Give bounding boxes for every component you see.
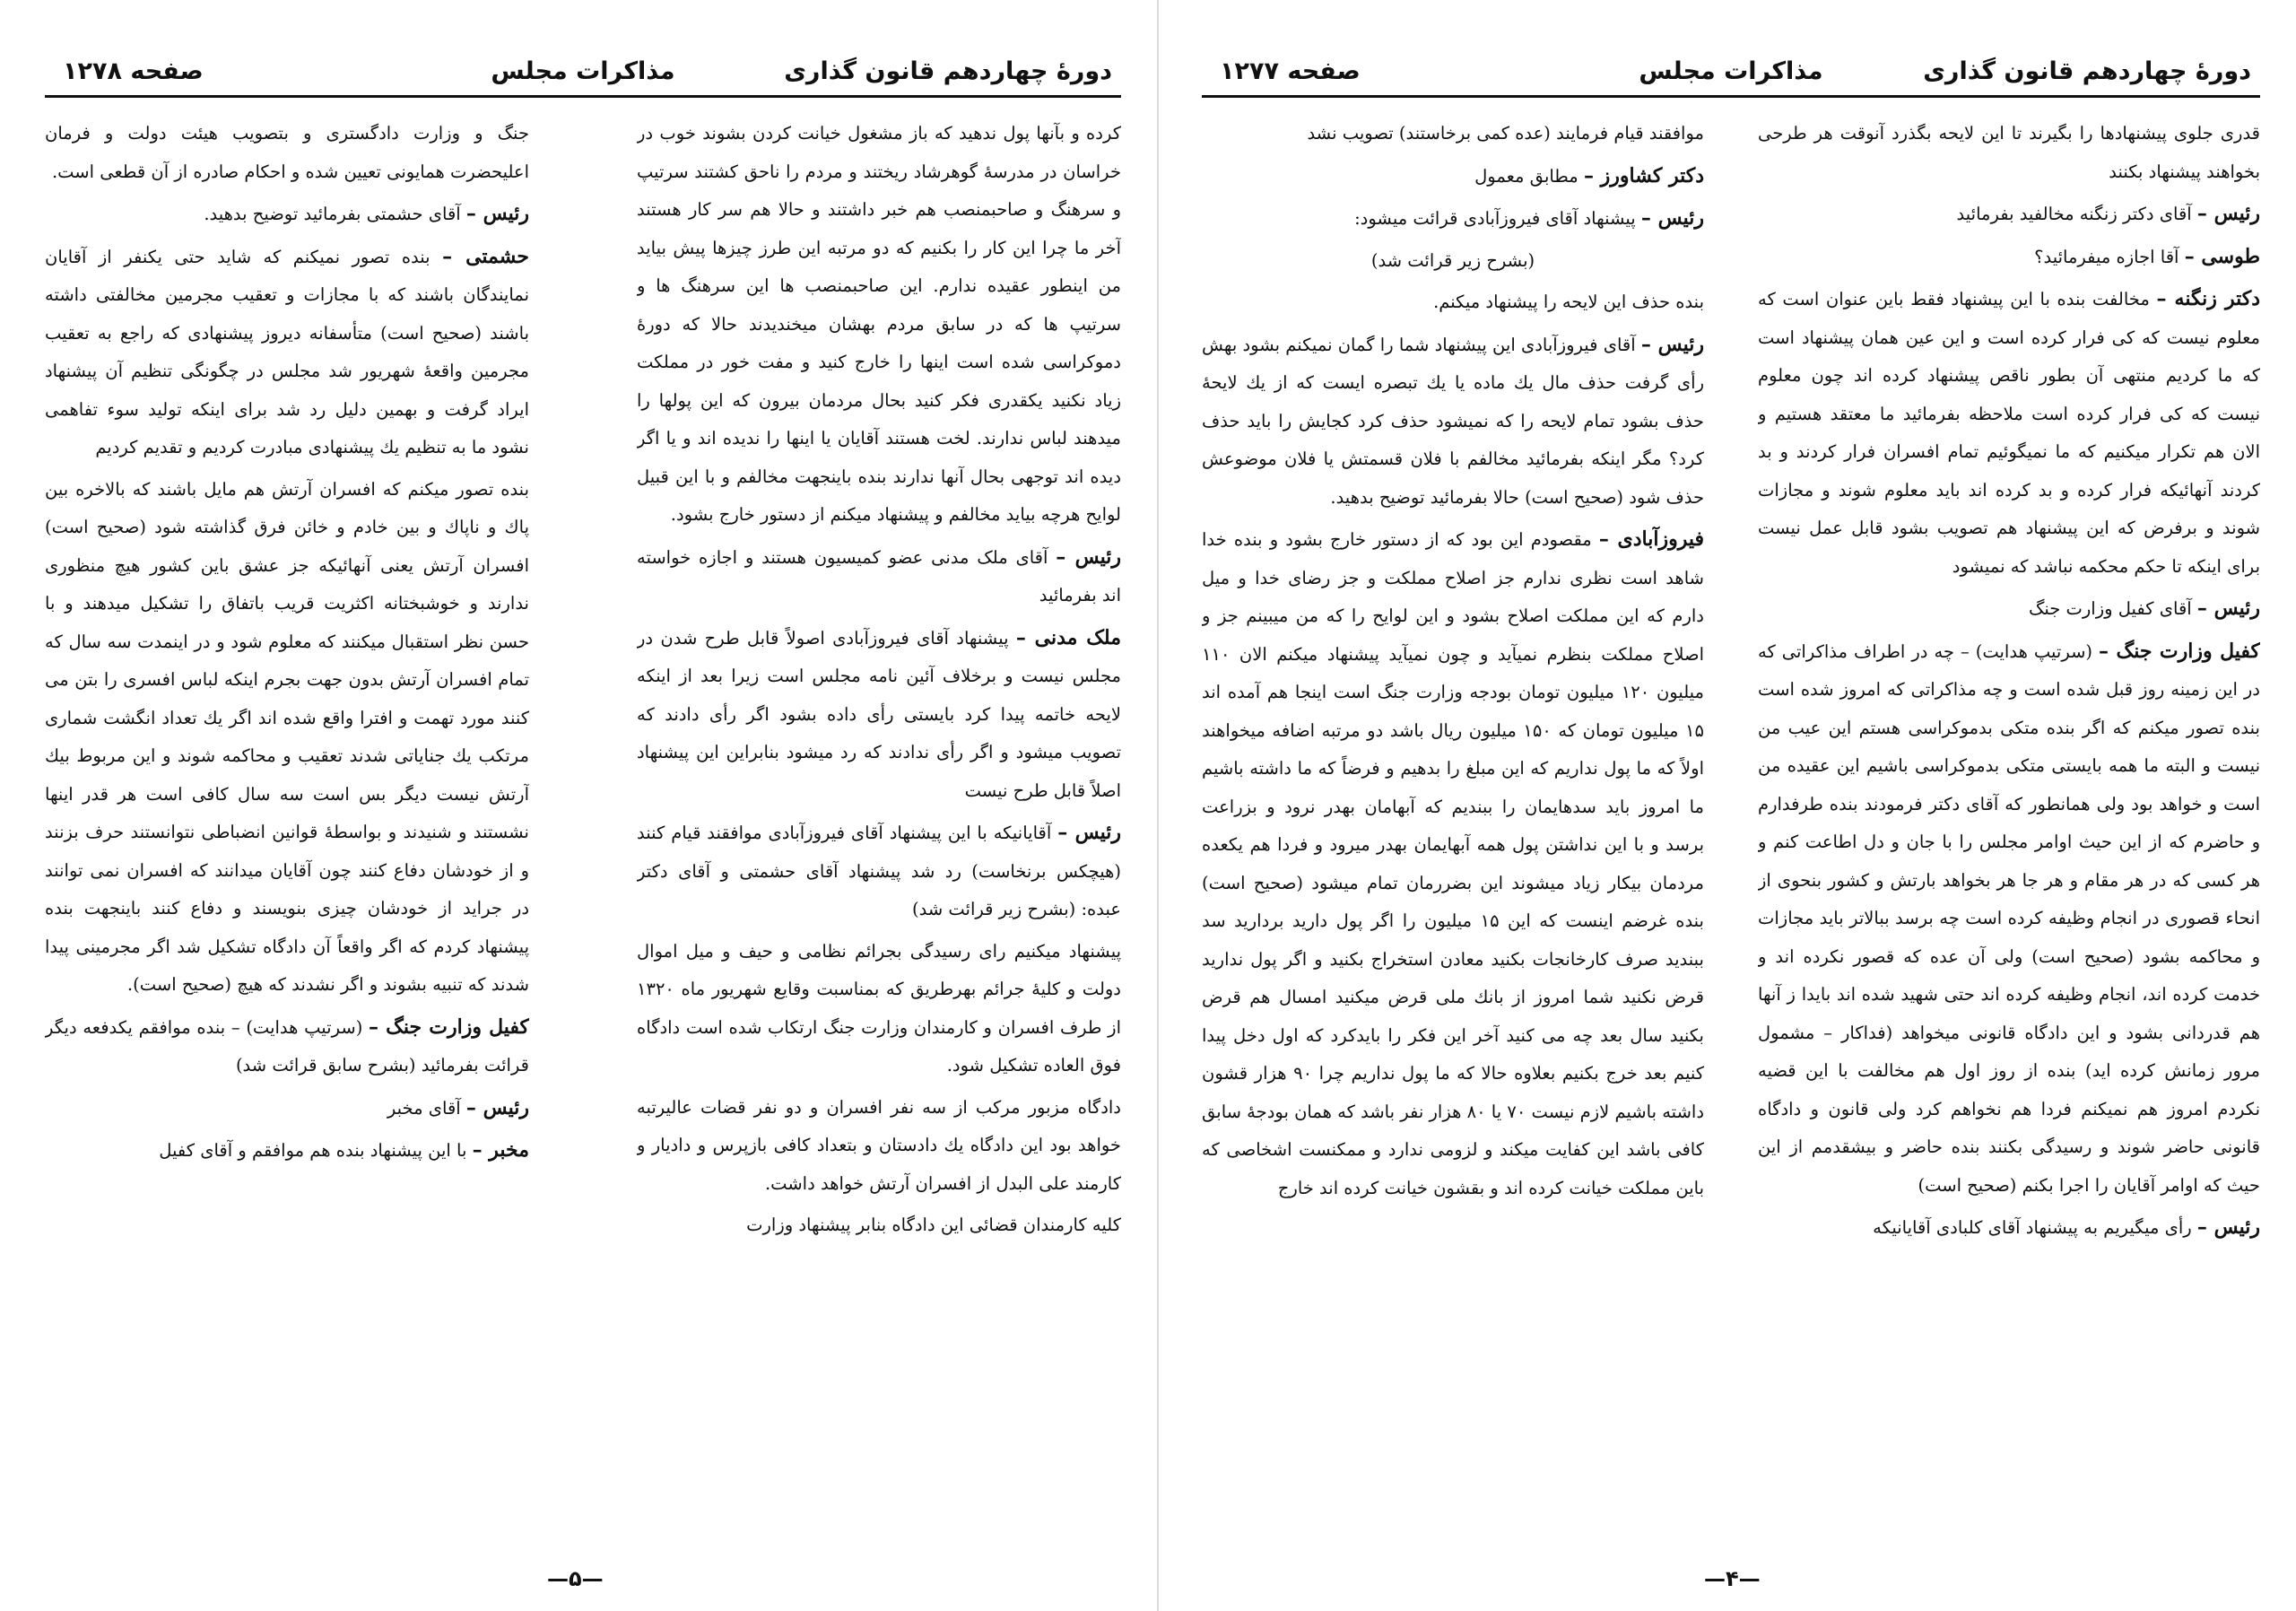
header-rule <box>1202 95 2260 98</box>
paragraph-text: مخالفت بنده با این پیشنهاد فقط باین عنوان است که معلوم نیست که کی فرار کرده است و این عین همان پیشنهاد است که ما کردیم منتهی آن بطور ناقص پیشنهاد کرده اند چون معلوم نیست که کی فرار کرده است ملاحظه بفرمائید ما معتقد هستیم و الان هم تکرار میکنیم که ما نمیگوئیم تمام افسران فرار کردند و بد کردند آنهائیکه فرار کرده و بد کرده اند باید معلوم شوند و مجازات شوند و برفرض که این پیشنهاد هم تصویب بشود قابل عمل نیست برای اینکه تا حکم محکمه نباشد که نمیشود <box>1758 289 2260 577</box>
speaker-name: دکتر کشاورز – <box>1583 163 1704 187</box>
paragraph <box>1202 283 1704 322</box>
page-1277 <box>1202 0 2260 1611</box>
paragraph-text: جنگ و وزارت دادگستری و بتصویب هیئت دولت و فرمان اعلیحضرت همایونی تعیین شده و احکام صادره از آن قطعی است. <box>45 123 529 182</box>
page-header <box>1202 54 2260 93</box>
speaker-name: رئیس – <box>1056 544 1121 569</box>
text-column-left <box>45 115 529 1514</box>
paragraph-text: (بشرح زیر قرائت شد) <box>1370 249 1535 271</box>
paragraph-text: بنده تصور نمیکنم که شاید حتی یکنفر از آقایان نمایندگان باشند که با مجازات و تعقیب مجرمین مخالفتی داشته باشند (صحیح است) متأسفانه دیروز پیشنهادی که راجع به تعقیب مجرمین واقعهٔ شهریور شد مجلس در چگونگی تنظیم آن پیشنهاد ایراد گرفت و بهمین دلیل رد شد برای اینکه تولید سوء تفاهمی نشود ما به تنظیم یك پیشنهادی مبادرت کردیم و تقدیم کردیم <box>45 246 529 457</box>
paragraph <box>637 1089 1121 1204</box>
page-1278 <box>45 0 1121 1611</box>
speaker-name: رئیس – <box>1640 206 1704 230</box>
paragraph-text: موافقند قیام فرمایند (عده کمی برخاستند) تصویب نشد <box>1307 123 1704 144</box>
header-session: دورهٔ چهاردهم قانون گذاری <box>1923 57 2251 85</box>
paragraph <box>637 814 1121 929</box>
speaker-name: کفیل وزارت جنگ – <box>369 1014 529 1039</box>
paragraph-text: پیشنهاد آقای فیروزآبادی قرائت میشود: <box>1354 208 1636 229</box>
paragraph-text: کلیه کارمندان قضائی این دادگاه بنابر پیشنهاد وزارت <box>746 1215 1121 1235</box>
paragraph <box>1758 280 2260 586</box>
paragraph-text: با این پیشنهاد بنده هم موافقم و آقای کفیل <box>159 1140 467 1161</box>
paragraph <box>1758 115 2260 191</box>
paragraph <box>637 115 1121 535</box>
paragraph-text: آقای مخبر <box>387 1097 461 1119</box>
page-folio: —۵— <box>547 1566 604 1591</box>
paragraph-text: بنده تصور میکنم که افسران آرتش هم مایل باشند که بالاخره بین پاك و ناپاك و بین خادم و خائن فرق گذاشته شود (صحیح است) افسران آرتش یعنی آنهائیکه جز عشق باین کشور هیچ منظوری ندارند و خوشبختانه اکثریت قریب باتفاق را تشکیل میدهند و با حسن نظر استقبال میکنند که معلوم شود و در اینمدت سه سال که تمام افسران آرتش بدون جهت بجرم اینکه لباس افسری را بتن می کنند مورد تهمت و افترا واقع شده اند اگر یك تعداد انگشت شماری مرتکب یك جنایاتی شدند تعقیب و محاکمه شوند و این مربوط بیك آرتش نیست دیگر بس است سه سال کافی است هر قدر اینها نشستند و شنیدند و بواسطهٔ قوانین انضباطی نتوانستند حرف بزنند و از خودشان دفاع کنند چون آقایان میدانند که افسران نمی توانند در جراید از خودشان چیزی بنویسند و دفاع کنند باینجهت بنده پیشنهاد کردم که اگر واقعاً آن دادگاه تشکیل شد اگر مجرمینی پیدا شدند که تنبیه بشوند و اگر نشدند که هیچ (صحیح است). <box>45 478 529 995</box>
speaker-name: ملک مدنی – <box>1015 625 1121 649</box>
paragraph <box>45 1131 529 1171</box>
paragraph <box>45 115 529 191</box>
speaker-name: رئیس – <box>465 1095 529 1119</box>
paragraph-text: مطابق معمول <box>1474 165 1578 187</box>
paragraph <box>1758 195 2260 234</box>
header-rule <box>45 95 1121 98</box>
header-page-number: صفحه ۱۲۷۸ <box>63 57 204 85</box>
paragraph <box>1758 589 2260 629</box>
paragraph <box>1758 1208 2260 1248</box>
speaker-name: رئیس – <box>2196 202 2260 225</box>
paragraph-text: کرده و بآنها پول ندهید که باز مشغول خیانت کردن بشوند خوب در خراسان در مدرسهٔ گوهرشاد ریختند و مردم را ناحق کشتند سرتیپ و سرهنگ و صاحبمنصب هم خبر داشتند و حالا هم سر کار هستند آخر ما چرا این کار را بکنیم که دو مرتبه این طرز چیزها پیش بیاید من اینطور عقیده ندارم. این صاحبمنصب ها این سرهنگ ها و سرتیپ ها که در سابق مردم بهشان میخندیدند حالا که دورهٔ دموکراسی شده است اینها را خارج کنید و مفت خور در مملکت زیاد نکنید یکقدری فکر کنید بحال مردمان بیرون که این پولها را میدهند لباس ندارند. لخت هستند آقایان یا اینها را ندیده اند و یا اگر دیده اند توجهی بحال آنها ندارند بنده باینجهت مخالفم و با این قبیل لوایح هرچه بیاید مخالفم و پیشنهاد میکنم از دستور خارج بشود. <box>637 123 1121 525</box>
paragraph-text: (سرتیپ هدایت) – بنده موافقم یکدفعه دیگر قرائت بفرمائید (بشرح سابق قرائت شد) <box>45 1016 529 1075</box>
speaker-name: حشمتی – <box>442 244 529 268</box>
paragraph <box>45 1089 529 1128</box>
paragraph <box>1202 242 1704 281</box>
speaker-name: مخبر – <box>472 1138 529 1162</box>
speaker-name: فیروزآبادی – <box>1598 527 1704 551</box>
paragraph-text: آقای کفیل وزارت جنگ <box>2028 598 2192 619</box>
paragraph <box>1758 238 2260 277</box>
paragraph-text: آقای دکتر زنگنه مخالفید بفرمائید <box>1956 204 2192 224</box>
paragraph-text: آقا اجازه میفرمائید؟ <box>2034 246 2179 267</box>
paragraph-text: آقای حشمتی بفرمائید توضیح بدهید. <box>204 204 461 224</box>
paragraph-text: رأی میگیریم به پیشنهاد آقای کلبادی آقایانیکه <box>1873 1217 2192 1238</box>
paragraph-text: قدری جلوی پیشنهادها را بگیرند تا این لایحه بگذرد آنوقت هر طرحی بخواهند پیشنهاد بکنند <box>1758 123 2260 182</box>
header-page-number: صفحه ۱۲۷۷ <box>1220 57 1361 85</box>
paragraph-text: آقایانیکه با این پیشنهاد آقای فیروزآبادی موافقند قیام کنند (هیچکس برنخاست) رد شد پیشنهاد آقای حشمتی و آقای دکتر عبده: (بشرح زیر قرائت شد) <box>637 823 1121 919</box>
paragraph-text: آقای ملک مدنی عضو کمیسیون هستند و اجازه خواسته اند بفرمائید <box>637 546 1121 605</box>
text-column-right <box>637 115 1121 1514</box>
paragraph <box>1202 326 1704 518</box>
header-session: دورهٔ چهاردهم قانون گذاری <box>784 57 1112 85</box>
page-gutter <box>1157 0 1159 1611</box>
paragraph-text: دادگاه مزبور مرکب از سه نفر افسران و دو نفر قضات عالیرتبه خواهد بود این دادگاه یك دادستان و بتعداد کافی بازپرس و دادیار و کارمند علی البدل از افسران آرتش خواهد داشت. <box>637 1096 1121 1194</box>
paragraph <box>45 238 529 467</box>
paragraph-text: (سرتیپ هدایت) – چه در اطراف مذاکراتی که در این زمینه روز قبل شده است و چه مذاکراتی که امروز شده است بنده تصور میکنم که اگر بنده متکی بدموکراسی هستم این عیب من نیست و البته ما همه بایستی متکی بدموکراسی باشیم این عقیده من است و خواهد بود ولی همانطور که آقای دکتر فرمودند بنده طرفدارم و حاضرم که از این حیث اوامر مجلس را با جان و دل اطاعت کنم و هر کسی که در هر مقام و هر جا هر بخواهد بارتش و کشور بنحوی از انحاء قصوری در انجام وظیفه کرده است چه برسد ببالاتر باید مجازات و محاکمه بشود (صحیح است) ولی آن عده که قصور نکرده اند و خدمت کرده اند، انجام وظیفه کرده اند حتی شهید شده اند بایدا ز آنها هم قدردانی بشود و این دادگاه قانونی میخواهد (فداکار – مشمول مرور زمانش کرده اید) بنده از روز اول هم مخالفت با این قضیه نکردم امروز هم نمیکنم فردا هم نخواهم کرد ولی قانون و دادگاه قانونی حاضر شوند و رسیدگی بکنند بنده حاضر و بیشقدمم از این حیث که اوامر آقایان را اجرا بکنم (صحیح است) <box>1758 640 2260 1196</box>
speaker-name: رئیس – <box>2196 1215 2260 1239</box>
paragraph-text: بنده حذف این لایحه را پیشنهاد میکنم. <box>1433 292 1704 312</box>
speaker-name: رئیس – <box>1057 821 1121 844</box>
page-folio: —۴— <box>1704 1566 1761 1591</box>
text-column-left <box>1202 115 1704 1514</box>
paragraph-text: پیشنهاد آقای فیروزآبادی اصولاً قابل طرح شدن در مجلس نیست و برخلاف آئین نامه مجلس است زیرا بعد از اینکه لایحه خاتمه پیدا کرد بایستی رأی داده بشود اگر رأی دادند که تصویب میشود و اگر رأی ندادند که رد میشود بنابراین این پیشنهاد اصلاً قابل طرح نیست <box>637 627 1121 801</box>
paragraph <box>1758 632 2260 1206</box>
text-column-right <box>1758 115 2260 1514</box>
paragraph <box>637 538 1121 615</box>
speaker-name: دکتر زنگنه – <box>2156 287 2260 310</box>
paragraph <box>637 1206 1121 1245</box>
header-title: مذاکرات مجلس <box>491 57 675 85</box>
paragraph-text: پیشنهاد میکنیم رای رسیدگی بجرائم نظامی و حیف و میل اموال دولت و کلیهٔ جرائم بهرطریق که بمناسبت وقایع شهریور ماه ۱۳۲۰ از طرف افسران و کارمندان وزارت جنگ ارتکاب شده است دادگاه فوق العاده تشکیل شود. <box>637 940 1121 1075</box>
speaker-name: کفیل وزارت جنگ – <box>2099 639 2260 663</box>
paragraph <box>637 619 1121 811</box>
header-title: مذاکرات مجلس <box>1639 57 1823 85</box>
paragraph <box>1202 520 1704 1207</box>
speaker-name: رئیس – <box>1640 332 1704 356</box>
paragraph <box>1202 115 1704 153</box>
paragraph <box>1202 157 1704 196</box>
speaker-name: رئیس – <box>2196 597 2260 620</box>
speaker-name: طوسی – <box>2184 244 2260 268</box>
speaker-name: رئیس – <box>465 202 529 225</box>
paragraph <box>637 933 1121 1085</box>
paragraph-text: مقصودم این بود که از دستور خارج بشود و بنده خدا شاهد است نظری ندارم جز اصلاح مملکت و جز رضای خدا و میل دارم که این مملکت اصلاح بشود و این لوایح را که من میبینم جز و اصلاح مملکت بنظرم نمیآید و چون نمیآید پیشنهاد میکنم الان ۱۱۰ میلیون ۱۲۰ میلیون تومان بودجه وزارت جنگ است اینجا هم آمده اند ۱۵ میلیون تومان که ۱۵۰ میلیون ریال باشد دو مرتبه اضافه میخواهند اولاً که ما پول نداریم که این مبلغ را بدهیم و فرضاً که ما داشته باشیم ما امروز باید سدهایمان را ببندیم که آبهامان بهدر نرود و بزراعت برسد و با این نداشتن پول همه آبهایمان بهدر میرود و فردا هم یکعده مردمان بیکار زیاد میشوند این بضررمان تمام میشود (صحیح است) بنده غرضم اینست که این ۱۵ میلیون را اگر پول دارید بردارید سد ببندید صرف کارخانجات بکنید معادن استخراج بکنید و اگر پول ندارید قرض نکنید شما امروز از بانك ملی قرض میکنید امسال هم قرض بکنید سال بعد چه می کنید آخر این فکر را بایدکرد که اول دخل پیدا کنیم بعد خرج بکنیم بعلاوه حالا که ما پول نداریم چرا ۹۰ هزار قشون داشته باشیم لازم نیست ۷۰ یا ۸۰ هزار نفر باشد که همان بودجهٔ سابق کافی باشد این کفایت میکند و لزومی ندارد و ممکنست اشخاصی که باین مملکت خیانت کرده اند و بقشون خیانت کرده اند خارج <box>1202 529 1704 1198</box>
paragraph <box>45 1008 529 1085</box>
paragraph <box>45 195 529 234</box>
paragraph <box>45 471 529 1005</box>
paragraph <box>1202 199 1704 239</box>
page-header <box>45 54 1121 93</box>
paragraph-text: آقای فیروزآبادی این پیشنهاد شما را گمان نمیکنم بشود بهش رأی گرفت حذف مال یك ماده یا یك تبصره ایست که از یك لایحهٔ حذف بشود تمام لایحه را که نمیشود حذف کرد کجایش را باید حذف کرد؟ مگر اینکه بفرمائید مخالفم با فلان قسمتش یا فلان موضوعش حذف شود (صحیح است) حالا بفرمائید توضیح بدهید. <box>1202 334 1704 508</box>
